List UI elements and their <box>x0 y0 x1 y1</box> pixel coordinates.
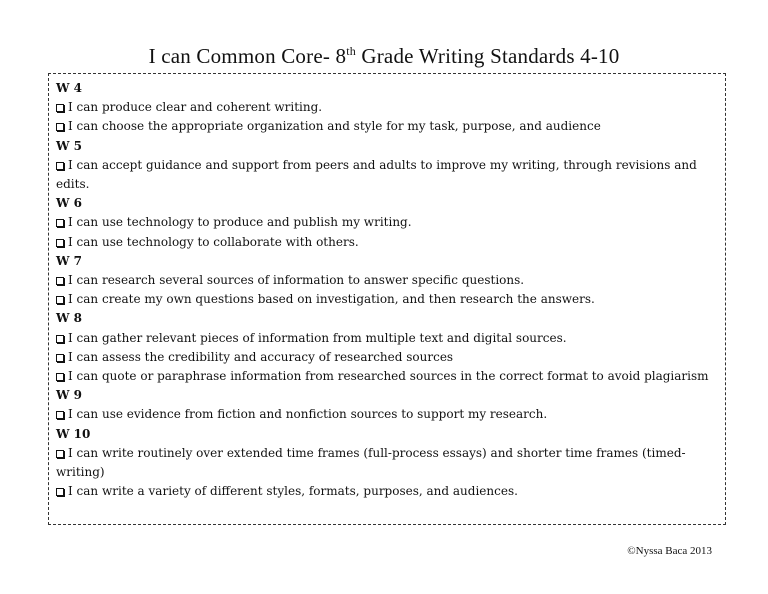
title-rest: Grade Writing Standards 4-10 <box>355 44 620 68</box>
checklist-item[interactable] <box>56 444 717 482</box>
checkbox-icon[interactable] <box>56 239 64 247</box>
checkbox-icon[interactable] <box>56 296 64 304</box>
item-text: I can quote or paraphrase information from researched sources in the correct format to avoid plagiarism <box>68 369 709 384</box>
item-text: I can use technology to collaborate with others. <box>68 234 359 249</box>
checklist-item[interactable] <box>56 405 717 424</box>
section-heading-w5: W 5 <box>56 138 83 153</box>
item-text: I can produce clear and coherent writing. <box>68 100 323 115</box>
standards-box <box>48 73 726 525</box>
item-text: I can use technology to produce and publish my writing. <box>68 215 412 230</box>
checkbox-icon[interactable] <box>56 123 64 131</box>
section-heading-w7: W 7 <box>56 253 83 268</box>
checkbox-icon[interactable] <box>56 219 64 227</box>
checkbox-icon[interactable] <box>56 411 64 419</box>
checklist-item[interactable] <box>56 156 717 194</box>
section-heading-w6: W 6 <box>56 196 83 211</box>
item-text: I can choose the appropriate organization and style for my task, purpose, and audience <box>68 119 601 134</box>
checklist-item[interactable] <box>56 482 717 501</box>
checkbox-icon[interactable] <box>56 162 64 170</box>
item-text: I can write routinely over extended time frames (full-process essays) and shorter time frames (timed-writing) <box>56 445 686 480</box>
checkbox-icon[interactable] <box>56 354 64 362</box>
page-title <box>0 44 768 69</box>
checklist-item[interactable] <box>56 98 717 117</box>
checklist-item[interactable] <box>56 213 717 232</box>
section-heading-w4: W 4 <box>56 81 83 95</box>
title-superscript: th <box>346 44 356 58</box>
item-text: I can create my own questions based on investigation, and then research the answers. <box>68 292 595 307</box>
section-heading-w8: W 8 <box>56 311 83 326</box>
checklist-item[interactable] <box>56 290 717 309</box>
checklist-item[interactable] <box>56 329 717 348</box>
section-heading-w10: W 10 <box>56 426 91 441</box>
checklist-item[interactable] <box>56 271 717 290</box>
checkbox-icon[interactable] <box>56 277 64 285</box>
checklist-item[interactable] <box>56 233 717 252</box>
checklist-item[interactable] <box>56 348 717 367</box>
item-text: I can write a variety of different styles, formats, purposes, and audiences. <box>68 484 518 499</box>
item-text: I can assess the credibility and accuracy of researched sources <box>68 349 454 364</box>
item-text: I can gather relevant pieces of information from multiple text and digital sources. <box>68 330 567 345</box>
section-heading-w9: W 9 <box>56 388 83 403</box>
checkbox-icon[interactable] <box>56 373 64 381</box>
checkbox-icon[interactable] <box>56 104 64 112</box>
checkbox-icon[interactable] <box>56 335 64 343</box>
item-text: I can use evidence from fiction and nonfiction sources to support my research. <box>68 407 548 422</box>
checkbox-icon[interactable] <box>56 488 64 496</box>
item-text: I can accept guidance and support from peers and adults to improve my writing, through revisions and edits. <box>56 157 697 192</box>
checklist-item[interactable] <box>56 367 717 386</box>
item-text: I can research several sources of information to answer specific questions. <box>68 273 525 288</box>
checkbox-icon[interactable] <box>56 450 64 458</box>
checklist-item[interactable] <box>56 117 717 136</box>
copyright-footer: ©Nyssa Baca 2013 <box>627 545 712 557</box>
title-main: I can Common Core- 8 <box>148 44 347 68</box>
